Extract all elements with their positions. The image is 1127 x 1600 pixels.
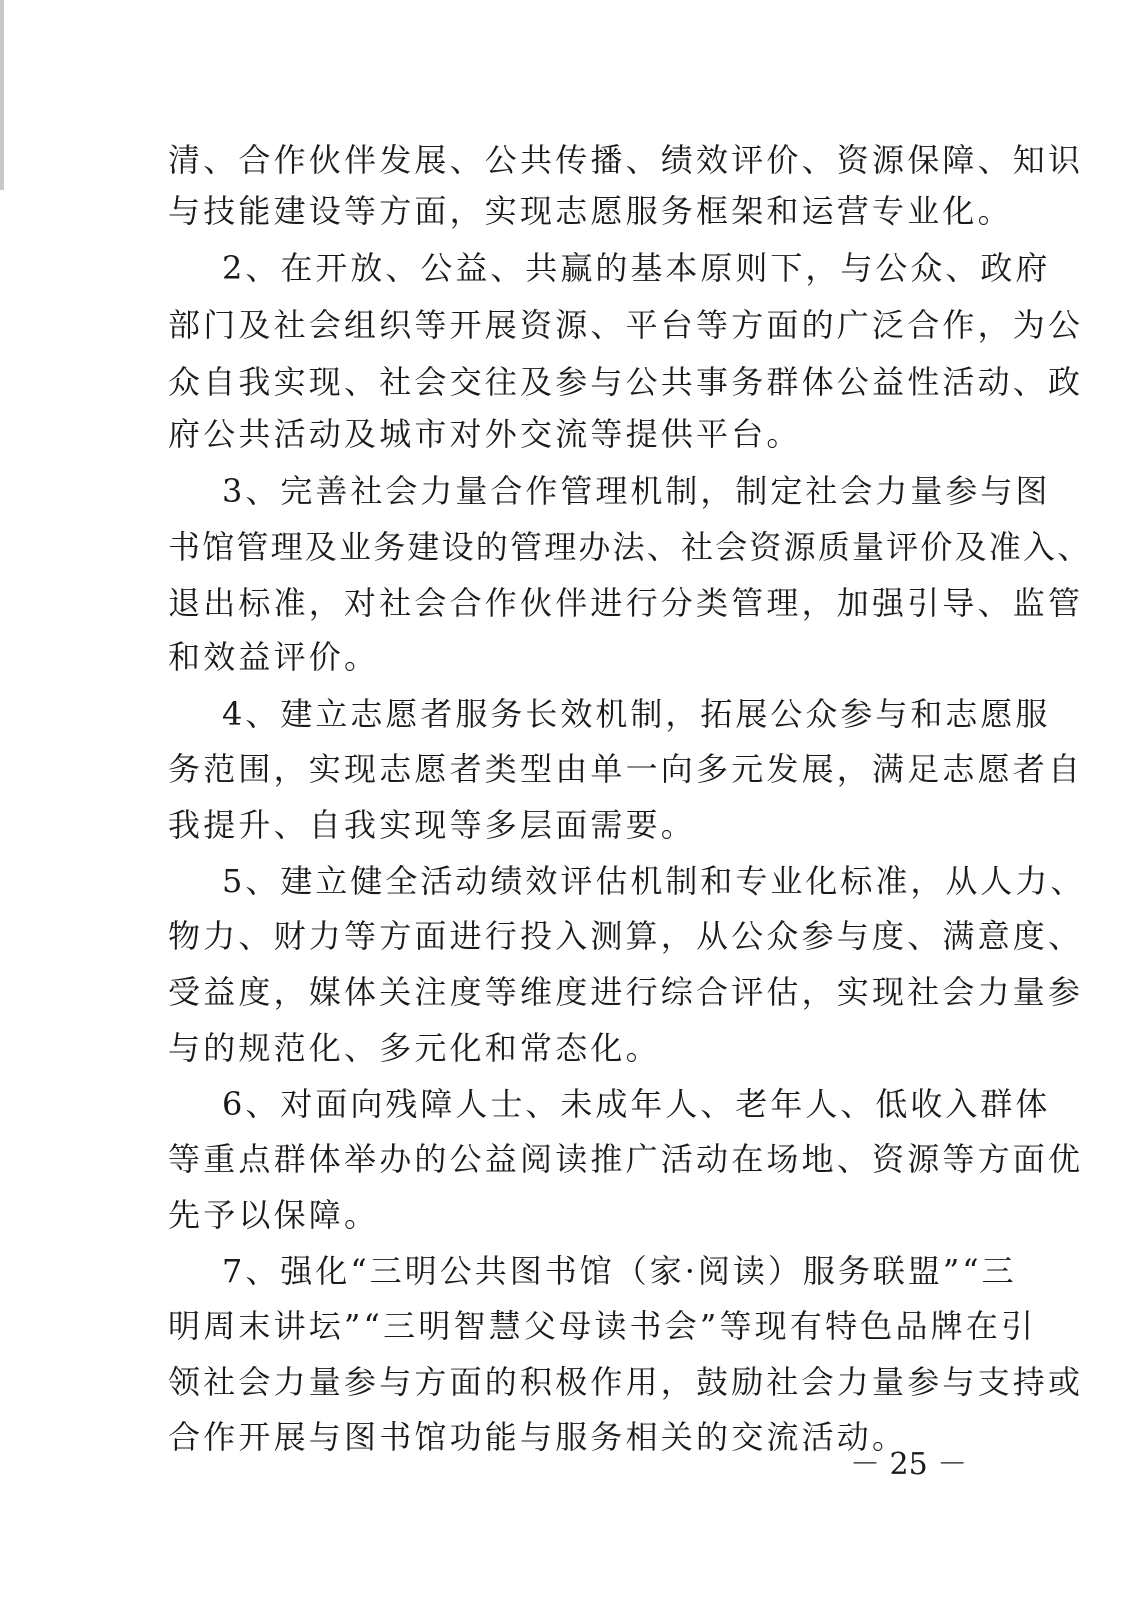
paragraph-2-start: 2、在开放、公益、共赢的基本原则下，与公众、政府: [222, 249, 1051, 287]
scan-edge-mark: [0, 0, 4, 190]
paragraph-7-start: 7、强化“三明公共图书馆（家·阅读）服务联盟”“三: [222, 1252, 1017, 1290]
text-line: 明周末讲坛”“三明智慧父母读书会”等现有特色品牌在引: [168, 1307, 1037, 1345]
text-line: 等重点群体举办的公益阅读推广活动在场地、资源等方面优: [168, 1140, 1084, 1178]
text-line: 府公共活动及城市对外交流等提供平台。: [168, 415, 802, 453]
text-line: 受益度，媒体关注度等维度进行综合评估，实现社会力量参: [168, 973, 1084, 1011]
text-line: 清、合作伙伴发展、公共传播、绩效评价、资源保障、知识: [168, 141, 1084, 179]
paragraph-6-start: 6、对面向残障人士、未成年人、老年人、低收入群体: [222, 1085, 1051, 1123]
paragraph-4-start: 4、建立志愿者服务长效机制，拓展公众参与和志愿服: [222, 695, 1051, 733]
text-line: 先予以保障。: [168, 1196, 380, 1234]
text-line: 书馆管理及业务建设的管理办法、社会资源质量评价及准入、: [168, 528, 1092, 566]
text-line: 与的规范化、多元化和常态化。: [168, 1029, 661, 1067]
text-line: 众自我实现、社会交往及参与公共事务群体公益性活动、政: [168, 363, 1084, 401]
text-line: 合作开展与图书馆功能与服务相关的交流活动。: [168, 1418, 908, 1456]
text-line: 退出标准，对社会合作伙伴进行分类管理，加强引导、监管: [168, 584, 1084, 622]
text-line: 部门及社会组织等开展资源、平台等方面的广泛合作，为公: [168, 306, 1084, 344]
text-line: 物力、财力等方面进行投入测算，从公众参与度、满意度、: [168, 917, 1084, 955]
text-line: 与技能建设等方面，实现志愿服务框架和运营专业化。: [168, 192, 1013, 230]
text-line: 务范围，实现志愿者类型由单一向多元发展，满足志愿者自: [168, 750, 1084, 788]
page-number: － 25 －: [850, 1447, 968, 1482]
paragraph-3-start: 3、完善社会力量合作管理机制，制定社会力量参与图: [222, 472, 1051, 510]
text-line: 我提升、自我实现等多层面需要。: [168, 806, 697, 844]
text-line: 和效益评价。: [168, 638, 380, 676]
text-line: 领社会力量参与方面的积极作用，鼓励社会力量参与支持或: [168, 1363, 1084, 1401]
paragraph-5-start: 5、建立健全活动绩效评估机制和专业化标准，从人力、: [222, 862, 1086, 900]
